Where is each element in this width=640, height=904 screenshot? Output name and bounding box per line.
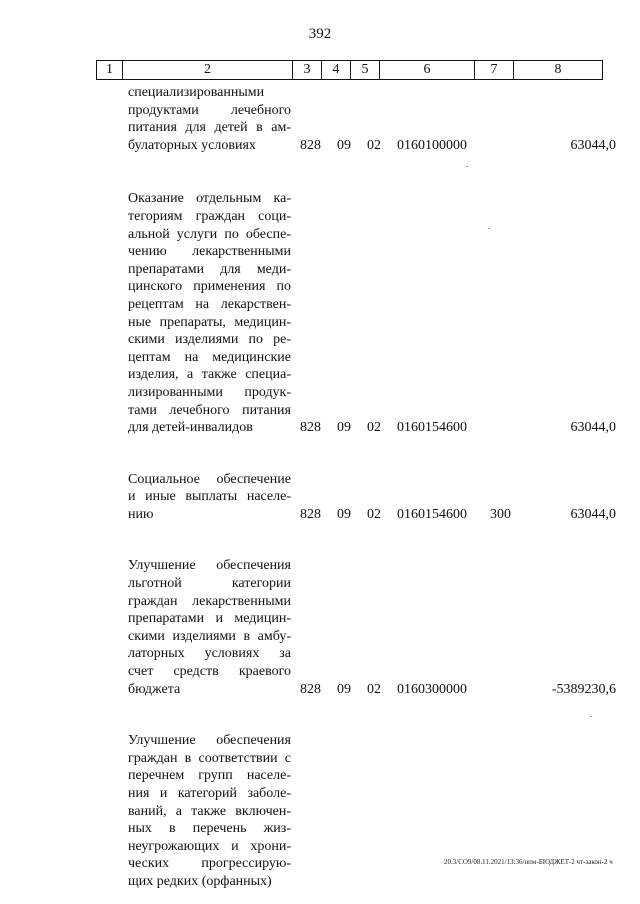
description-line: ческих прогрессирую- [128, 856, 291, 872]
description-line: Оказание отдельным ка- [128, 191, 291, 207]
column-number-header [96, 60, 603, 80]
description-line: специализированными [128, 85, 265, 100]
description-line: тами лечебного питания [128, 402, 291, 418]
target-article-code: 0160300000 [397, 681, 467, 697]
admin-code: 828 [300, 681, 321, 697]
description-line: продуктами лечебного [128, 102, 291, 118]
row-description [128, 557, 291, 698]
admin-code: 828 [300, 506, 321, 522]
header-col-2: 2 [123, 61, 293, 80]
description-line: альной услуги по обеспе- [128, 226, 291, 242]
scan-speck [590, 716, 592, 717]
description-line: льготной категории [128, 576, 291, 592]
description-line: бюджета [128, 681, 181, 697]
header-col-7: 7 [475, 61, 514, 80]
page-number: 392 [308, 26, 332, 42]
description-line: Улучшение обеспечения [128, 558, 291, 574]
description-line: чению лекарственными [128, 244, 291, 260]
amount: 63044,0 [570, 137, 616, 153]
header-col-3: 3 [293, 61, 322, 80]
description-line: ные препараты, медицин- [128, 314, 291, 330]
description-line: для детей-инвалидов [128, 420, 253, 436]
description-line: рецептам на лекарствен- [128, 296, 291, 312]
document-footer-stamp: 20.3/СО9/08.11.2021/13:36/нпм-БЮДЖЕТ-2 чт-закон-2 ч [444, 858, 613, 866]
header-col-8: 8 [514, 61, 603, 80]
amount: 63044,0 [570, 420, 616, 436]
description-line: ния и категорий заболе- [128, 786, 291, 801]
description-line: ных в перечень жиз- [128, 821, 291, 837]
row-description [128, 471, 291, 524]
subsection-code: 02 [367, 506, 381, 522]
description-line: граждан лекарственными [128, 593, 291, 609]
description-line: латорных условиях за [128, 646, 291, 662]
admin-code: 828 [300, 137, 321, 153]
budget-row [0, 557, 640, 698]
description-line: щих редких (орфанных) [128, 873, 272, 889]
description-line: перечнем групп населе- [128, 768, 291, 784]
expense-type-code: 300 [490, 506, 511, 522]
scan-speck [466, 166, 468, 167]
budget-row [0, 732, 640, 890]
admin-code: 828 [300, 420, 321, 436]
description-line: счет средств краевого [128, 664, 291, 680]
row-description [128, 84, 291, 154]
subsection-code: 02 [367, 137, 381, 153]
row-description [128, 190, 291, 436]
budget-row [0, 471, 640, 524]
amount: 63044,0 [570, 506, 616, 522]
description-line: цинского применения по [128, 279, 291, 295]
description-line: скими изделиями в амбу- [128, 628, 291, 644]
header-col-5: 5 [351, 61, 380, 80]
description-line: граждан в соответствии с [128, 750, 291, 766]
target-article-code: 0160100000 [397, 137, 467, 153]
section-code: 09 [337, 681, 351, 697]
description-line: питания для детей в ам- [128, 120, 291, 136]
target-article-code: 0160154600 [397, 420, 467, 436]
header-col-6: 6 [380, 61, 475, 80]
description-line: изделия, а также специа- [128, 367, 291, 383]
scan-speck [488, 228, 490, 229]
target-article-code: 0160154600 [397, 506, 467, 522]
description-line: тегориям граждан соци- [128, 208, 291, 224]
description-line: нию [128, 506, 154, 522]
description-line: булаторных условиях [128, 137, 256, 153]
header-col-4: 4 [322, 61, 351, 80]
description-line: неугрожающих и хрони- [128, 838, 291, 854]
section-code: 09 [337, 420, 351, 436]
description-line: препаратами для меди- [128, 261, 291, 277]
description-line: Социальное обеспечение [128, 471, 291, 487]
description-line: скими изделиями по ре- [128, 332, 291, 348]
header-col-1: 1 [97, 61, 123, 80]
subsection-code: 02 [367, 681, 381, 697]
description-line: Улучшение обеспечения [128, 733, 291, 749]
description-line: ваний, а также включен- [128, 803, 291, 819]
row-description [128, 732, 291, 890]
section-code: 09 [337, 137, 351, 153]
amount: -5389230,6 [551, 681, 616, 697]
description-line: цептам на медицинские [128, 349, 291, 365]
subsection-code: 02 [367, 420, 381, 436]
description-line: и иные выплаты населе- [128, 489, 291, 505]
description-line: препаратами и медицин- [128, 611, 291, 627]
section-code: 09 [337, 506, 351, 522]
budget-rows [0, 84, 640, 891]
budget-row [0, 84, 640, 154]
budget-row [0, 190, 640, 436]
description-line: лизированными продук- [128, 384, 291, 400]
